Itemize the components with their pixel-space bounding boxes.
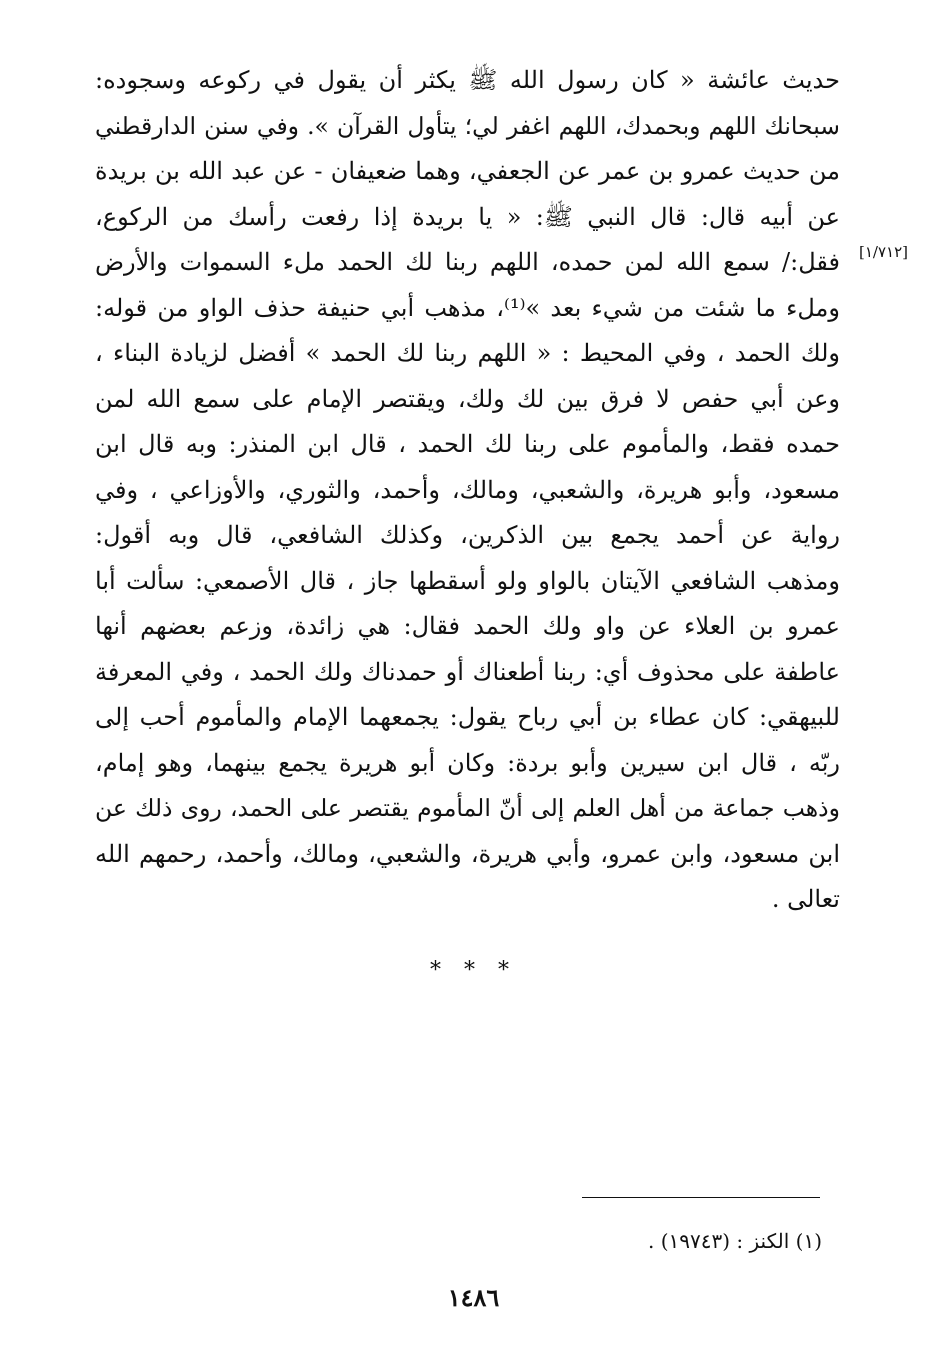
text-line: ربّه ، قال ابن سيرين وأبو بردة: وكان أبو هريرة يجمع بينهما، وهو إمام، [95,748,840,777]
text-line: مسعود، وأبو هريرة، والشعبي، ومالك، وأحمد، والثوري، والأوزاعي ، وفي [95,475,840,504]
body-text [95,58,840,923]
page-number: ١٤٨٦ [447,1283,500,1312]
text-line: وعن أبي حفص لا فرق بين لك ولك، ويقتصر الإمام على سمع الله لمن [95,384,840,413]
text-line: من حديث عمرو بن عمر عن الجعفي، وهما ضعيفان - عن عبد الله بن بريدة [95,157,841,185]
text-line: سبحانك اللهم وبحمدك، اللهم اغفر لي؛ يتأول القرآن ». وفي سنن الدارقطني [95,111,840,140]
text-line: رواية عن أحمد يجمع بين الذكرين، وكذلك الشافعي، قال وبه أقول: [95,521,841,549]
text-line: تعالى . [771,885,840,913]
footnote: (١) الكنز : (١٩٧٤٣) . [648,1229,822,1253]
text-line: ومذهب الشافعي الآيتان بالواو ولو أسقطها جاز ، قال الأصمعي: سألت أبا [95,566,840,595]
text-line: عمرو بن العلاء عن واو ولك الحمد فقال: هي زائدة، وزعم بعضهم أنها [95,612,840,640]
text-line: ابن مسعود، وابن عمرو، وأبي هريرة، والشعبي، ومالك، وأحمد، رحمهم الله [95,839,840,868]
text-line: للبيهقي: كان عطاء بن أبي رباح يقول: يجمعهما الإمام والمأموم أحب إلى [95,703,840,731]
section-divider: * * * [430,958,517,983]
text-line: حمده فقط، والمأموم على ربنا لك الحمد ، قال ابن المنذر: وبه قال ابن [95,430,840,458]
text-line: وملء ما شئت من شيء بعد »⁽¹⁾، مذهب أبي حنيفة حذف الواو من قوله: [95,293,840,322]
text-line: فقل:/ سمع الله لمن حمده، اللهم ربنا لك الحمد ملء السموات والأرض [95,248,841,276]
text-line: عن أبيه قال: قال النبي ﷺ: « يا بريدة إذا رفعت رأسك من الركوع، [95,202,840,231]
text-line: حديث عائشة « كان رسول الله ﷺ يكثر أن يقول في ركوعه وسجوده: [95,66,840,94]
margin-reference: [١/٧١٢] [859,243,908,261]
footnote-rule [582,1197,820,1198]
text-line: وذهب جماعة من أهل العلم إلى أنّ المأموم يقتصر على الحمد، روى ذلك عن [95,794,840,822]
text-line: ولك الحمد ، وفي المحيط : « اللهم ربنا لك الحمد » أفضل لزيادة البناء ، [95,339,840,367]
text-line: عاطفة على محذوف أي: ربنا أطعناك أو حمدناك ولك الحمد ، وفي المعرفة [95,657,840,686]
